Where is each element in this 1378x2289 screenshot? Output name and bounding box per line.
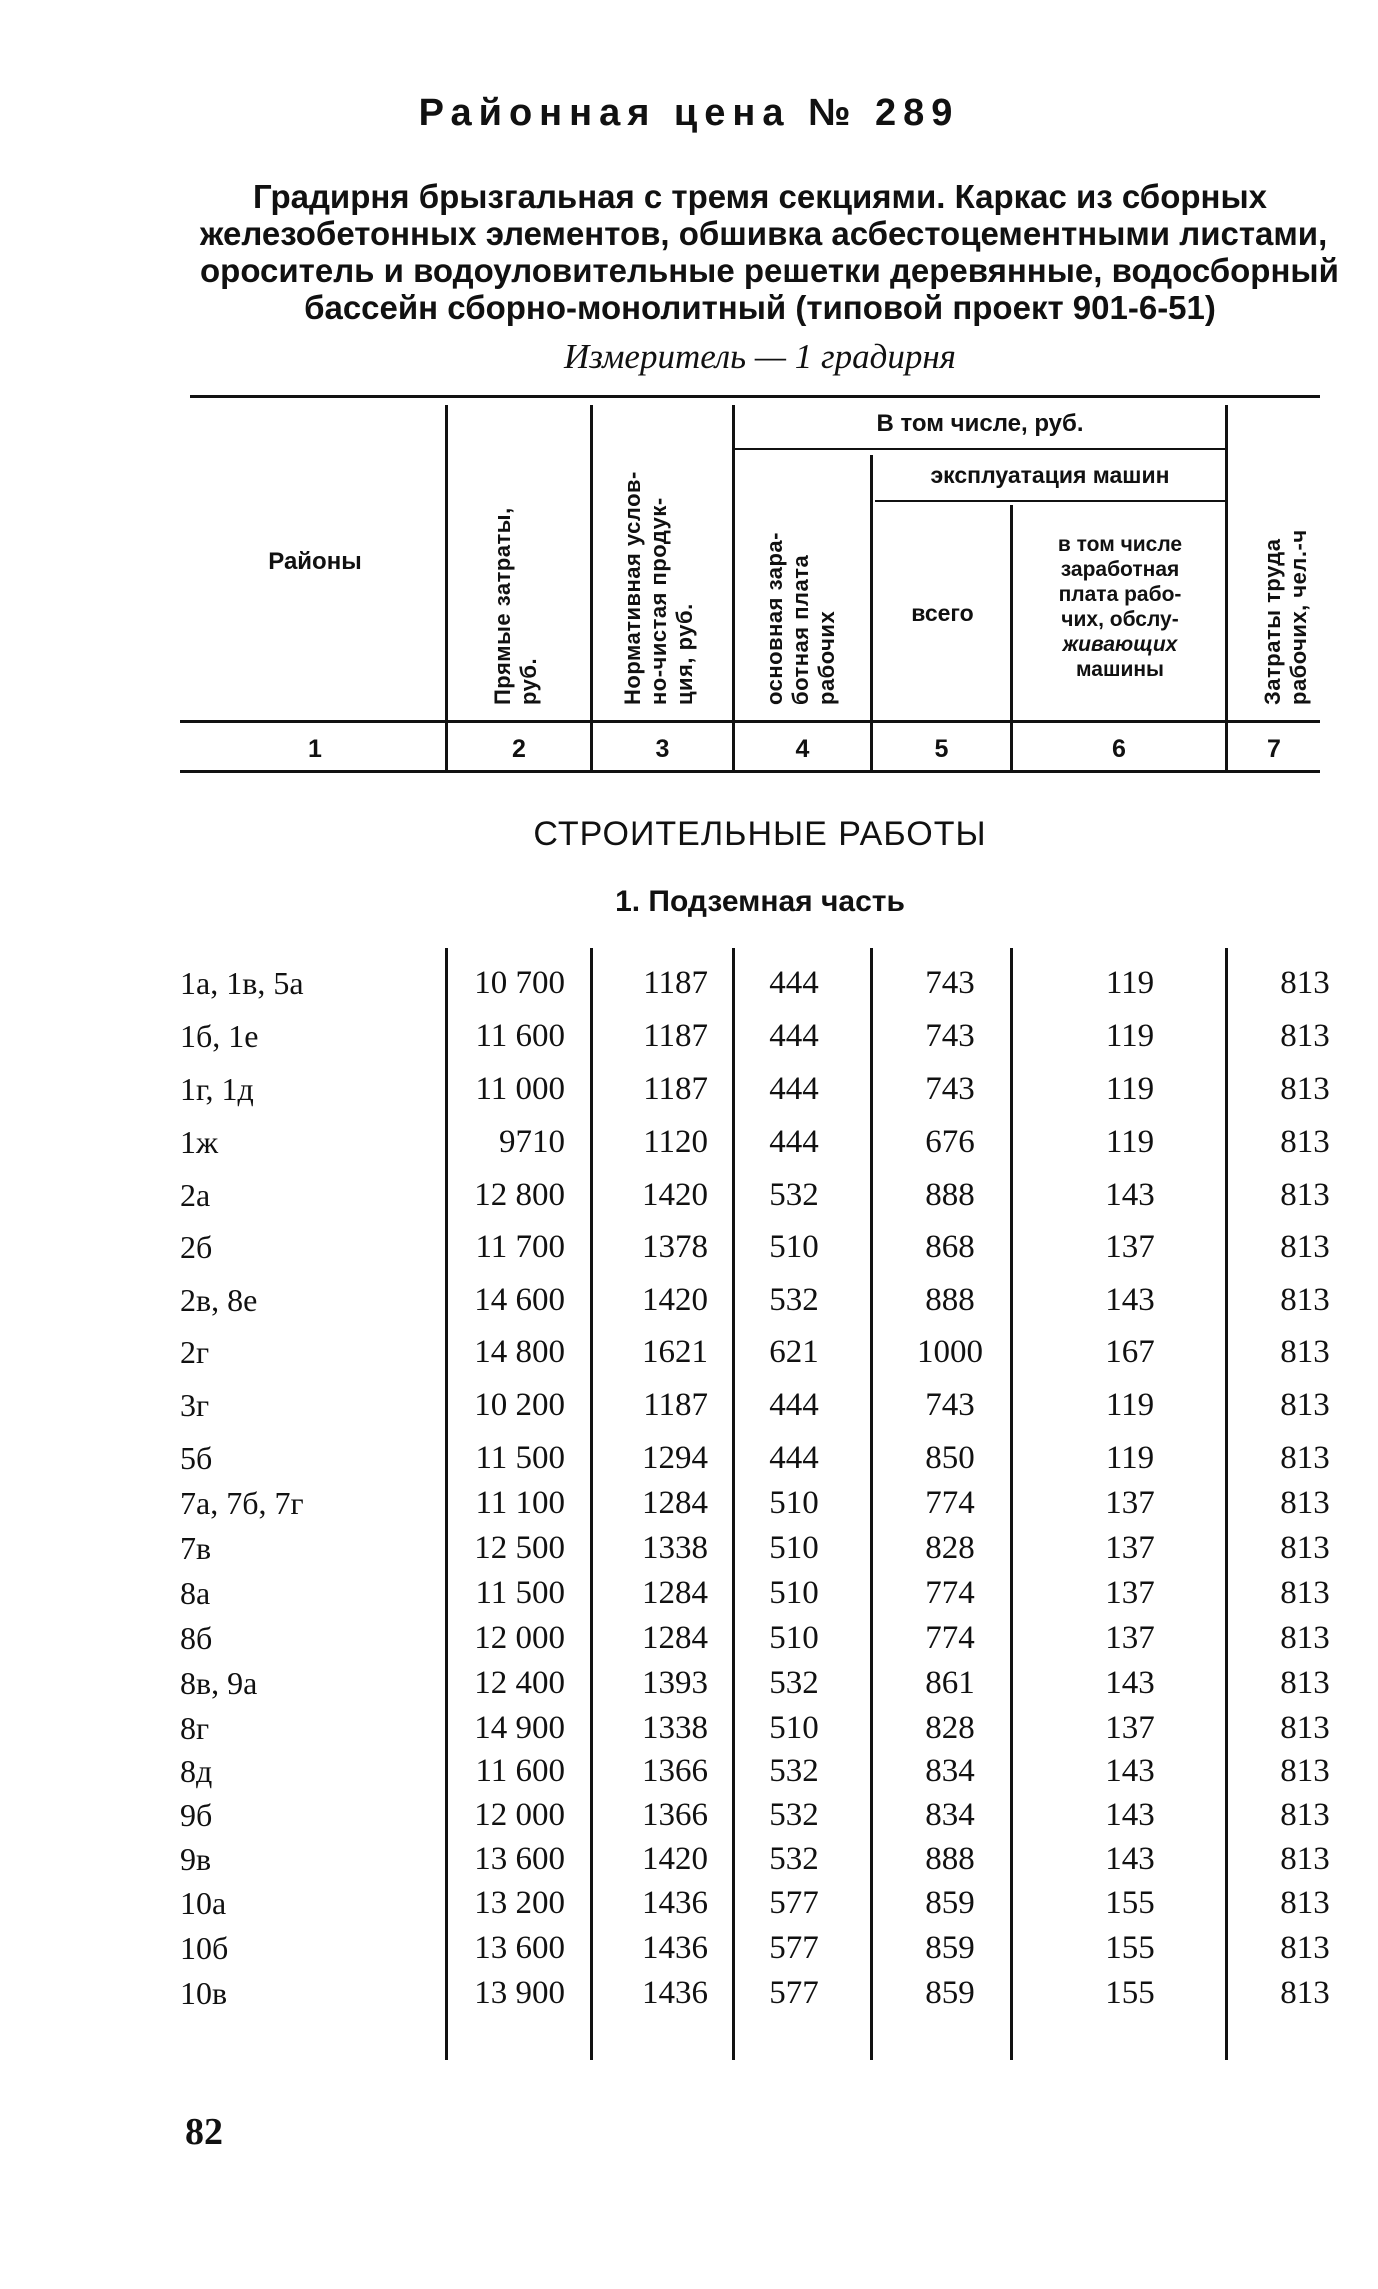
region-cell: 1ж [180, 1124, 219, 1160]
value-cell-c4: 577 [769, 1975, 819, 2011]
value-cell-c4: 532 [769, 1797, 819, 1833]
value-cell-c2: 11 500 [475, 1575, 565, 1611]
value-cell-c6: 143 [1105, 1797, 1155, 1833]
value-cell-c6: 137 [1105, 1485, 1155, 1521]
value-cell-c7: 813 [1280, 1282, 1330, 1318]
value-cell-c6: 119 [1105, 1387, 1155, 1423]
column-number: 2 [512, 735, 526, 763]
value-cell-c5: 888 [925, 1177, 975, 1213]
value-cell-c7: 813 [1280, 1387, 1330, 1423]
price-title: Районная цена № 289 [418, 92, 960, 134]
column-number: 7 [1267, 735, 1281, 763]
value-cell-c7: 813 [1280, 1440, 1330, 1476]
value-cell-c6: 119 [1105, 965, 1155, 1001]
table-row [0, 965, 1378, 1005]
value-cell-c5: 828 [925, 1530, 975, 1566]
region-cell: 8а [180, 1575, 211, 1611]
region-cell: 2г [180, 1334, 210, 1370]
value-cell-c3: 1338 [642, 1530, 708, 1566]
col-divider [590, 405, 593, 770]
value-cell-c3: 1284 [642, 1620, 708, 1656]
table-row [0, 1229, 1378, 1269]
table-row [0, 1071, 1378, 1111]
value-cell-c7: 813 [1280, 1841, 1330, 1877]
value-cell-c7: 813 [1280, 1575, 1330, 1611]
region-cell: 10в [180, 1975, 228, 2011]
value-cell-c5: 743 [925, 965, 975, 1001]
value-cell-c7: 813 [1280, 1885, 1330, 1921]
value-cell-c6: 137 [1105, 1575, 1155, 1611]
value-cell-c5: 774 [925, 1485, 975, 1521]
value-cell-c7: 813 [1280, 1753, 1330, 1789]
value-cell-c7: 813 [1280, 1975, 1330, 2011]
value-cell-c6: 119 [1105, 1124, 1155, 1160]
header-including: В том числе, руб. [876, 410, 1084, 437]
value-cell-c2: 12 000 [474, 1620, 565, 1656]
value-cell-c5: 834 [925, 1753, 975, 1789]
value-cell-c5: 774 [925, 1575, 975, 1611]
table-row [0, 1177, 1378, 1217]
value-cell-c5: 859 [925, 1885, 975, 1921]
value-cell-c7: 813 [1280, 1797, 1330, 1833]
value-cell-c4: 510 [769, 1710, 819, 1746]
header-including-wage: в том числе заработная плата рабо- чих, обслу- живающих машины [1057, 533, 1183, 681]
value-cell-c4: 532 [769, 1282, 819, 1318]
value-cell-c6: 137 [1105, 1229, 1155, 1265]
value-cell-c3: 1366 [642, 1797, 708, 1833]
value-cell-c6: 143 [1105, 1282, 1155, 1318]
column-number: 4 [795, 735, 810, 763]
value-cell-c6: 155 [1105, 1885, 1155, 1921]
value-cell-c2: 10 700 [474, 965, 565, 1001]
value-cell-c5: 828 [925, 1710, 975, 1746]
value-cell-c3: 1436 [642, 1975, 708, 2011]
region-cell: 7а, 7б, 7г [180, 1485, 304, 1521]
table-row [0, 1485, 1378, 1525]
description-line: железобетонных элементов, обшивка асбестоцементными листами, [200, 215, 1328, 252]
including-rule [735, 448, 1225, 450]
region-cell: 7в [180, 1530, 212, 1566]
value-cell-c5: 743 [925, 1018, 975, 1054]
value-cell-c2: 11 700 [475, 1229, 565, 1265]
value-cell-c4: 444 [769, 1018, 819, 1054]
value-cell-c7: 813 [1280, 965, 1330, 1001]
value-cell-c7: 813 [1280, 1229, 1330, 1265]
region-cell: 10а [180, 1885, 227, 1921]
value-cell-c5: 888 [925, 1841, 975, 1877]
col-divider [1225, 405, 1228, 770]
value-cell-c5: 774 [925, 1620, 975, 1656]
value-cell-c5: 859 [925, 1975, 975, 2011]
region-cell: 1а, 1в, 5а [180, 965, 304, 1001]
header-top-rule [190, 395, 1320, 398]
value-cell-c3: 1187 [643, 1018, 708, 1054]
value-cell-c4: 510 [769, 1575, 819, 1611]
column-number: 1 [308, 735, 322, 763]
value-cell-c4: 444 [769, 1387, 819, 1423]
value-cell-c4: 510 [769, 1229, 819, 1265]
description [200, 178, 1339, 326]
value-cell-c4: 444 [769, 1071, 819, 1107]
section-title: СТРОИТЕЛЬНЫЕ РАБОТЫ [533, 815, 987, 853]
region-cell: 1г, 1д [180, 1071, 254, 1107]
value-cell-c4: 444 [769, 1124, 819, 1160]
value-cell-c5: 859 [925, 1930, 975, 1966]
header-base-wage: основная зара- ботная плата рабочих [762, 532, 839, 705]
col-divider [1010, 505, 1013, 770]
value-cell-c3: 1436 [642, 1930, 708, 1966]
table-row [0, 1334, 1378, 1374]
table-row [0, 1530, 1378, 1570]
value-cell-c2: 14 600 [474, 1282, 565, 1318]
value-cell-c7: 813 [1280, 1710, 1330, 1746]
subsection-title: 1. Подземная часть [615, 885, 905, 918]
value-cell-c6: 167 [1105, 1334, 1155, 1370]
region-cell: 3г [180, 1387, 210, 1423]
value-cell-c5: 868 [925, 1229, 975, 1265]
value-cell-c3: 1436 [642, 1885, 708, 1921]
value-cell-c4: 510 [769, 1530, 819, 1566]
column-number: 3 [655, 735, 670, 763]
value-cell-c6: 143 [1105, 1177, 1155, 1213]
value-cell-c2: 13 200 [474, 1885, 565, 1921]
value-cell-c5: 743 [925, 1071, 975, 1107]
value-cell-c5: 861 [925, 1665, 975, 1701]
table-row [0, 1841, 1378, 1881]
value-cell-c4: 532 [769, 1841, 819, 1877]
value-cell-c6: 137 [1105, 1530, 1155, 1566]
value-cell-c2: 14 900 [474, 1710, 565, 1746]
header-bottom-rule [180, 720, 1320, 723]
col-divider [445, 405, 448, 770]
value-cell-c6: 155 [1105, 1975, 1155, 2011]
region-cell: 8г [180, 1710, 210, 1746]
region-cell: 5б [180, 1440, 213, 1476]
table-row [0, 1440, 1378, 1480]
value-cell-c3: 1420 [642, 1841, 708, 1877]
value-cell-c2: 14 800 [474, 1334, 565, 1370]
value-cell-c5: 1000 [917, 1334, 983, 1370]
region-cell: 8б [180, 1620, 213, 1656]
value-cell-c4: 510 [769, 1620, 819, 1656]
value-cell-c3: 1420 [642, 1282, 708, 1318]
value-cell-c6: 143 [1105, 1665, 1155, 1701]
value-cell-c4: 510 [769, 1485, 819, 1521]
value-cell-c5: 850 [925, 1440, 975, 1476]
value-cell-c2: 12 000 [474, 1797, 565, 1833]
value-cell-c7: 813 [1280, 1930, 1330, 1966]
value-cell-c3: 1187 [643, 1387, 708, 1423]
value-cell-c3: 1393 [642, 1665, 708, 1701]
value-cell-c7: 813 [1280, 1665, 1330, 1701]
value-cell-c2: 10 200 [474, 1387, 565, 1423]
machine-rule [875, 500, 1225, 502]
table-row [0, 1575, 1378, 1615]
col-divider [870, 455, 873, 770]
region-cell: 9б [180, 1797, 213, 1833]
value-cell-c2: 13 900 [474, 1975, 565, 2011]
region-cell: 1б, 1е [180, 1018, 259, 1054]
value-cell-c4: 577 [769, 1885, 819, 1921]
value-cell-c2: 11 600 [475, 1018, 565, 1054]
value-cell-c2: 11 000 [475, 1071, 565, 1107]
header-normative: Нормативная услов- но-чистая продук- ция, руб. [620, 471, 697, 705]
value-cell-c3: 1366 [642, 1753, 708, 1789]
table-row [0, 1797, 1378, 1837]
table-row [0, 1665, 1378, 1705]
region-cell: 2в, 8е [180, 1282, 258, 1318]
table-row [0, 1753, 1378, 1793]
table-row [0, 1885, 1378, 1925]
value-cell-c5: 834 [925, 1797, 975, 1833]
table-row [0, 1018, 1378, 1058]
value-cell-c4: 621 [769, 1334, 819, 1370]
value-cell-c6: 137 [1105, 1620, 1155, 1656]
value-cell-c4: 532 [769, 1177, 819, 1213]
column-number: 5 [934, 735, 949, 763]
value-cell-c3: 1120 [643, 1124, 708, 1160]
region-cell: 2а [180, 1177, 211, 1213]
header-labor: Затраты труда рабочих, чел.-ч [1260, 529, 1311, 705]
value-cell-c4: 444 [769, 965, 819, 1001]
region-cell: 10б [180, 1930, 229, 1966]
value-cell-c2: 13 600 [474, 1841, 565, 1877]
header-total: всего [911, 600, 974, 626]
header-regions: Районы [268, 548, 362, 575]
value-cell-c3: 1187 [643, 1071, 708, 1107]
value-cell-c5: 888 [925, 1282, 975, 1318]
value-cell-c3: 1378 [642, 1229, 708, 1265]
table-row [0, 1282, 1378, 1322]
value-cell-c7: 813 [1280, 1071, 1330, 1107]
value-cell-c3: 1284 [642, 1485, 708, 1521]
region-cell: 2б [180, 1229, 213, 1265]
value-cell-c7: 813 [1280, 1530, 1330, 1566]
table-row [0, 1124, 1378, 1164]
page-number: 82 [185, 2111, 223, 2153]
value-cell-c6: 143 [1105, 1753, 1155, 1789]
value-cell-c7: 813 [1280, 1620, 1330, 1656]
numbers-bottom-rule [180, 770, 1320, 773]
value-cell-c2: 12 500 [474, 1530, 565, 1566]
value-cell-c3: 1621 [642, 1334, 708, 1370]
value-cell-c4: 444 [769, 1440, 819, 1476]
value-cell-c7: 813 [1280, 1018, 1330, 1054]
value-cell-c5: 676 [925, 1124, 975, 1160]
value-cell-c7: 813 [1280, 1485, 1330, 1521]
table-row [0, 1710, 1378, 1750]
region-cell: 8в, 9а [180, 1665, 258, 1701]
measure-unit: Измеритель — 1 градирня [564, 337, 956, 376]
region-cell: 9в [180, 1841, 212, 1877]
value-cell-c3: 1187 [643, 965, 708, 1001]
table-row [0, 1975, 1378, 2015]
value-cell-c3: 1420 [642, 1177, 708, 1213]
region-cell: 8д [180, 1753, 213, 1789]
table-row [0, 1387, 1378, 1427]
header-direct-costs: Прямые затраты, руб. [490, 507, 541, 705]
value-cell-c2: 11 500 [475, 1440, 565, 1476]
value-cell-c2: 9710 [499, 1124, 565, 1160]
value-cell-c2: 13 600 [474, 1930, 565, 1966]
table-row [0, 1620, 1378, 1660]
value-cell-c3: 1338 [642, 1710, 708, 1746]
value-cell-c4: 577 [769, 1930, 819, 1966]
value-cell-c5: 743 [925, 1387, 975, 1423]
value-cell-c7: 813 [1280, 1334, 1330, 1370]
value-cell-c2: 11 600 [475, 1753, 565, 1789]
column-number: 6 [1112, 735, 1126, 763]
value-cell-c2: 11 100 [475, 1485, 565, 1521]
value-cell-c7: 813 [1280, 1177, 1330, 1213]
value-cell-c3: 1284 [642, 1575, 708, 1611]
value-cell-c6: 137 [1105, 1710, 1155, 1746]
value-cell-c2: 12 800 [474, 1177, 565, 1213]
value-cell-c2: 12 400 [474, 1665, 565, 1701]
col-divider [732, 405, 735, 770]
value-cell-c3: 1294 [642, 1440, 708, 1476]
value-cell-c7: 813 [1280, 1124, 1330, 1160]
description-line: ороситель и водоуловительные решетки деревянные, водосборный [200, 252, 1339, 289]
description-line: Градирня брызгальная с тремя секциями. Каркас из сборных [253, 178, 1267, 215]
value-cell-c6: 119 [1105, 1071, 1155, 1107]
value-cell-c4: 532 [769, 1665, 819, 1701]
value-cell-c4: 532 [769, 1753, 819, 1789]
value-cell-c6: 119 [1105, 1018, 1155, 1054]
description-line: бассейн сборно-монолитный (типовой проект 901-6-51) [304, 289, 1216, 326]
value-cell-c6: 155 [1105, 1930, 1155, 1966]
value-cell-c6: 143 [1105, 1841, 1155, 1877]
header-machine-operation: эксплуатация машин [930, 462, 1170, 488]
table-row [0, 1930, 1378, 1970]
value-cell-c6: 119 [1105, 1440, 1155, 1476]
